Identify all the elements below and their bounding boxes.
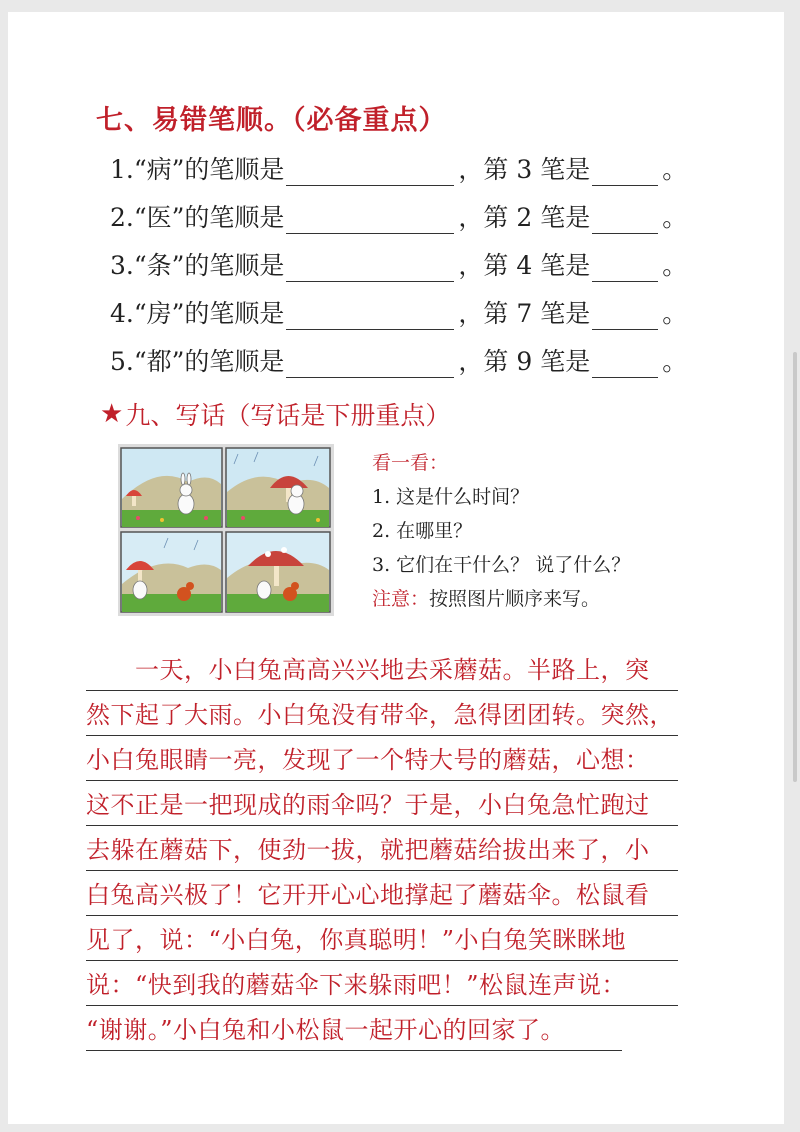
essay-line-8: 说：“快到我的蘑菇伞下来躲雨吧！”松鼠连声说： bbox=[86, 965, 678, 1006]
look-question-1: 1. 这是什么时间？ bbox=[372, 486, 530, 508]
stroke-question-1 bbox=[110, 150, 687, 186]
answer-blank-stroke[interactable] bbox=[592, 299, 658, 330]
question-mid: ，第 9 笔是 bbox=[458, 347, 591, 376]
stroke-question-5 bbox=[110, 342, 687, 378]
answer-blank-order[interactable] bbox=[286, 347, 454, 378]
stroke-question-4 bbox=[110, 294, 687, 330]
comic-strip-image bbox=[118, 444, 334, 616]
answer-blank-stroke[interactable] bbox=[592, 347, 658, 378]
question-prefix: 3.“条”的笔顺是 bbox=[110, 251, 285, 280]
section7-title: 七、易错笔顺。（必备重点） bbox=[96, 105, 447, 136]
question-end: 。 bbox=[662, 155, 688, 184]
look-heading: 看一看： bbox=[372, 452, 449, 474]
answer-blank-order[interactable] bbox=[286, 251, 454, 282]
scrollbar[interactable] bbox=[793, 352, 797, 782]
note-label: 注意： bbox=[372, 588, 430, 610]
question-mid: ，第 3 笔是 bbox=[458, 155, 591, 184]
essay-line-4: 这不正是一把现成的雨伞吗？于是，小白兔急忙跑过 bbox=[86, 785, 678, 826]
essay-line-9: “谢谢。”小白兔和小松鼠一起开心的回家了。 bbox=[86, 1010, 622, 1051]
essay-line-6: 白兔高兴极了！它开开心心地撑起了蘑菇伞。松鼠看 bbox=[86, 875, 678, 916]
section9-title bbox=[100, 396, 450, 432]
question-prefix: 2.“医”的笔顺是 bbox=[110, 203, 285, 232]
question-end: 。 bbox=[662, 251, 688, 280]
star-icon: ★ bbox=[100, 399, 124, 429]
question-prefix: 5.“都”的笔顺是 bbox=[110, 347, 285, 376]
stroke-question-2 bbox=[110, 198, 687, 234]
question-prefix: 1.“病”的笔顺是 bbox=[110, 155, 285, 184]
question-end: 。 bbox=[662, 347, 688, 376]
question-end: 。 bbox=[662, 299, 688, 328]
question-prefix: 4.“房”的笔顺是 bbox=[110, 299, 285, 328]
comic-panel-1 bbox=[121, 448, 222, 527]
answer-blank-order[interactable] bbox=[286, 203, 454, 234]
answer-blank-order[interactable] bbox=[286, 299, 454, 330]
stroke-question-3 bbox=[110, 246, 687, 282]
answer-blank-stroke[interactable] bbox=[592, 251, 658, 282]
comic-panel-3 bbox=[121, 532, 222, 612]
essay-line-2: 然下起了大雨。小白兔没有带伞，急得团团转。突然， bbox=[86, 695, 678, 736]
answer-blank-stroke[interactable] bbox=[592, 155, 658, 186]
question-mid: ，第 2 笔是 bbox=[458, 203, 591, 232]
question-mid: ，第 7 笔是 bbox=[458, 299, 591, 328]
section9-title-text: 九、写话（写话是下册重点） bbox=[125, 401, 451, 430]
comic-panel-2 bbox=[226, 448, 330, 527]
question-mid: ，第 4 笔是 bbox=[458, 251, 591, 280]
note-text: 按照图片顺序来写。 bbox=[429, 588, 601, 610]
question-end: 。 bbox=[662, 203, 688, 232]
essay-line-7: 见了，说：“小白兔，你真聪明！”小白兔笑眯眯地 bbox=[86, 920, 678, 961]
look-question-3: 3. 它们在干什么？ 说了什么？ bbox=[372, 554, 631, 576]
essay-line-1: 一天，小白兔高高兴兴地去采蘑菇。半路上，突 bbox=[86, 650, 678, 691]
essay-line-5: 去躲在蘑菇下，使劲一拔，就把蘑菇给拔出来了，小 bbox=[86, 830, 678, 871]
answer-blank-order[interactable] bbox=[286, 155, 454, 186]
look-note bbox=[372, 584, 600, 611]
essay-line-3: 小白兔眼睛一亮，发现了一个特大号的蘑菇，心想： bbox=[86, 740, 678, 781]
answer-blank-stroke[interactable] bbox=[592, 203, 658, 234]
look-question-2: 2. 在哪里？ bbox=[372, 520, 473, 542]
comic-panel-4 bbox=[226, 532, 330, 612]
